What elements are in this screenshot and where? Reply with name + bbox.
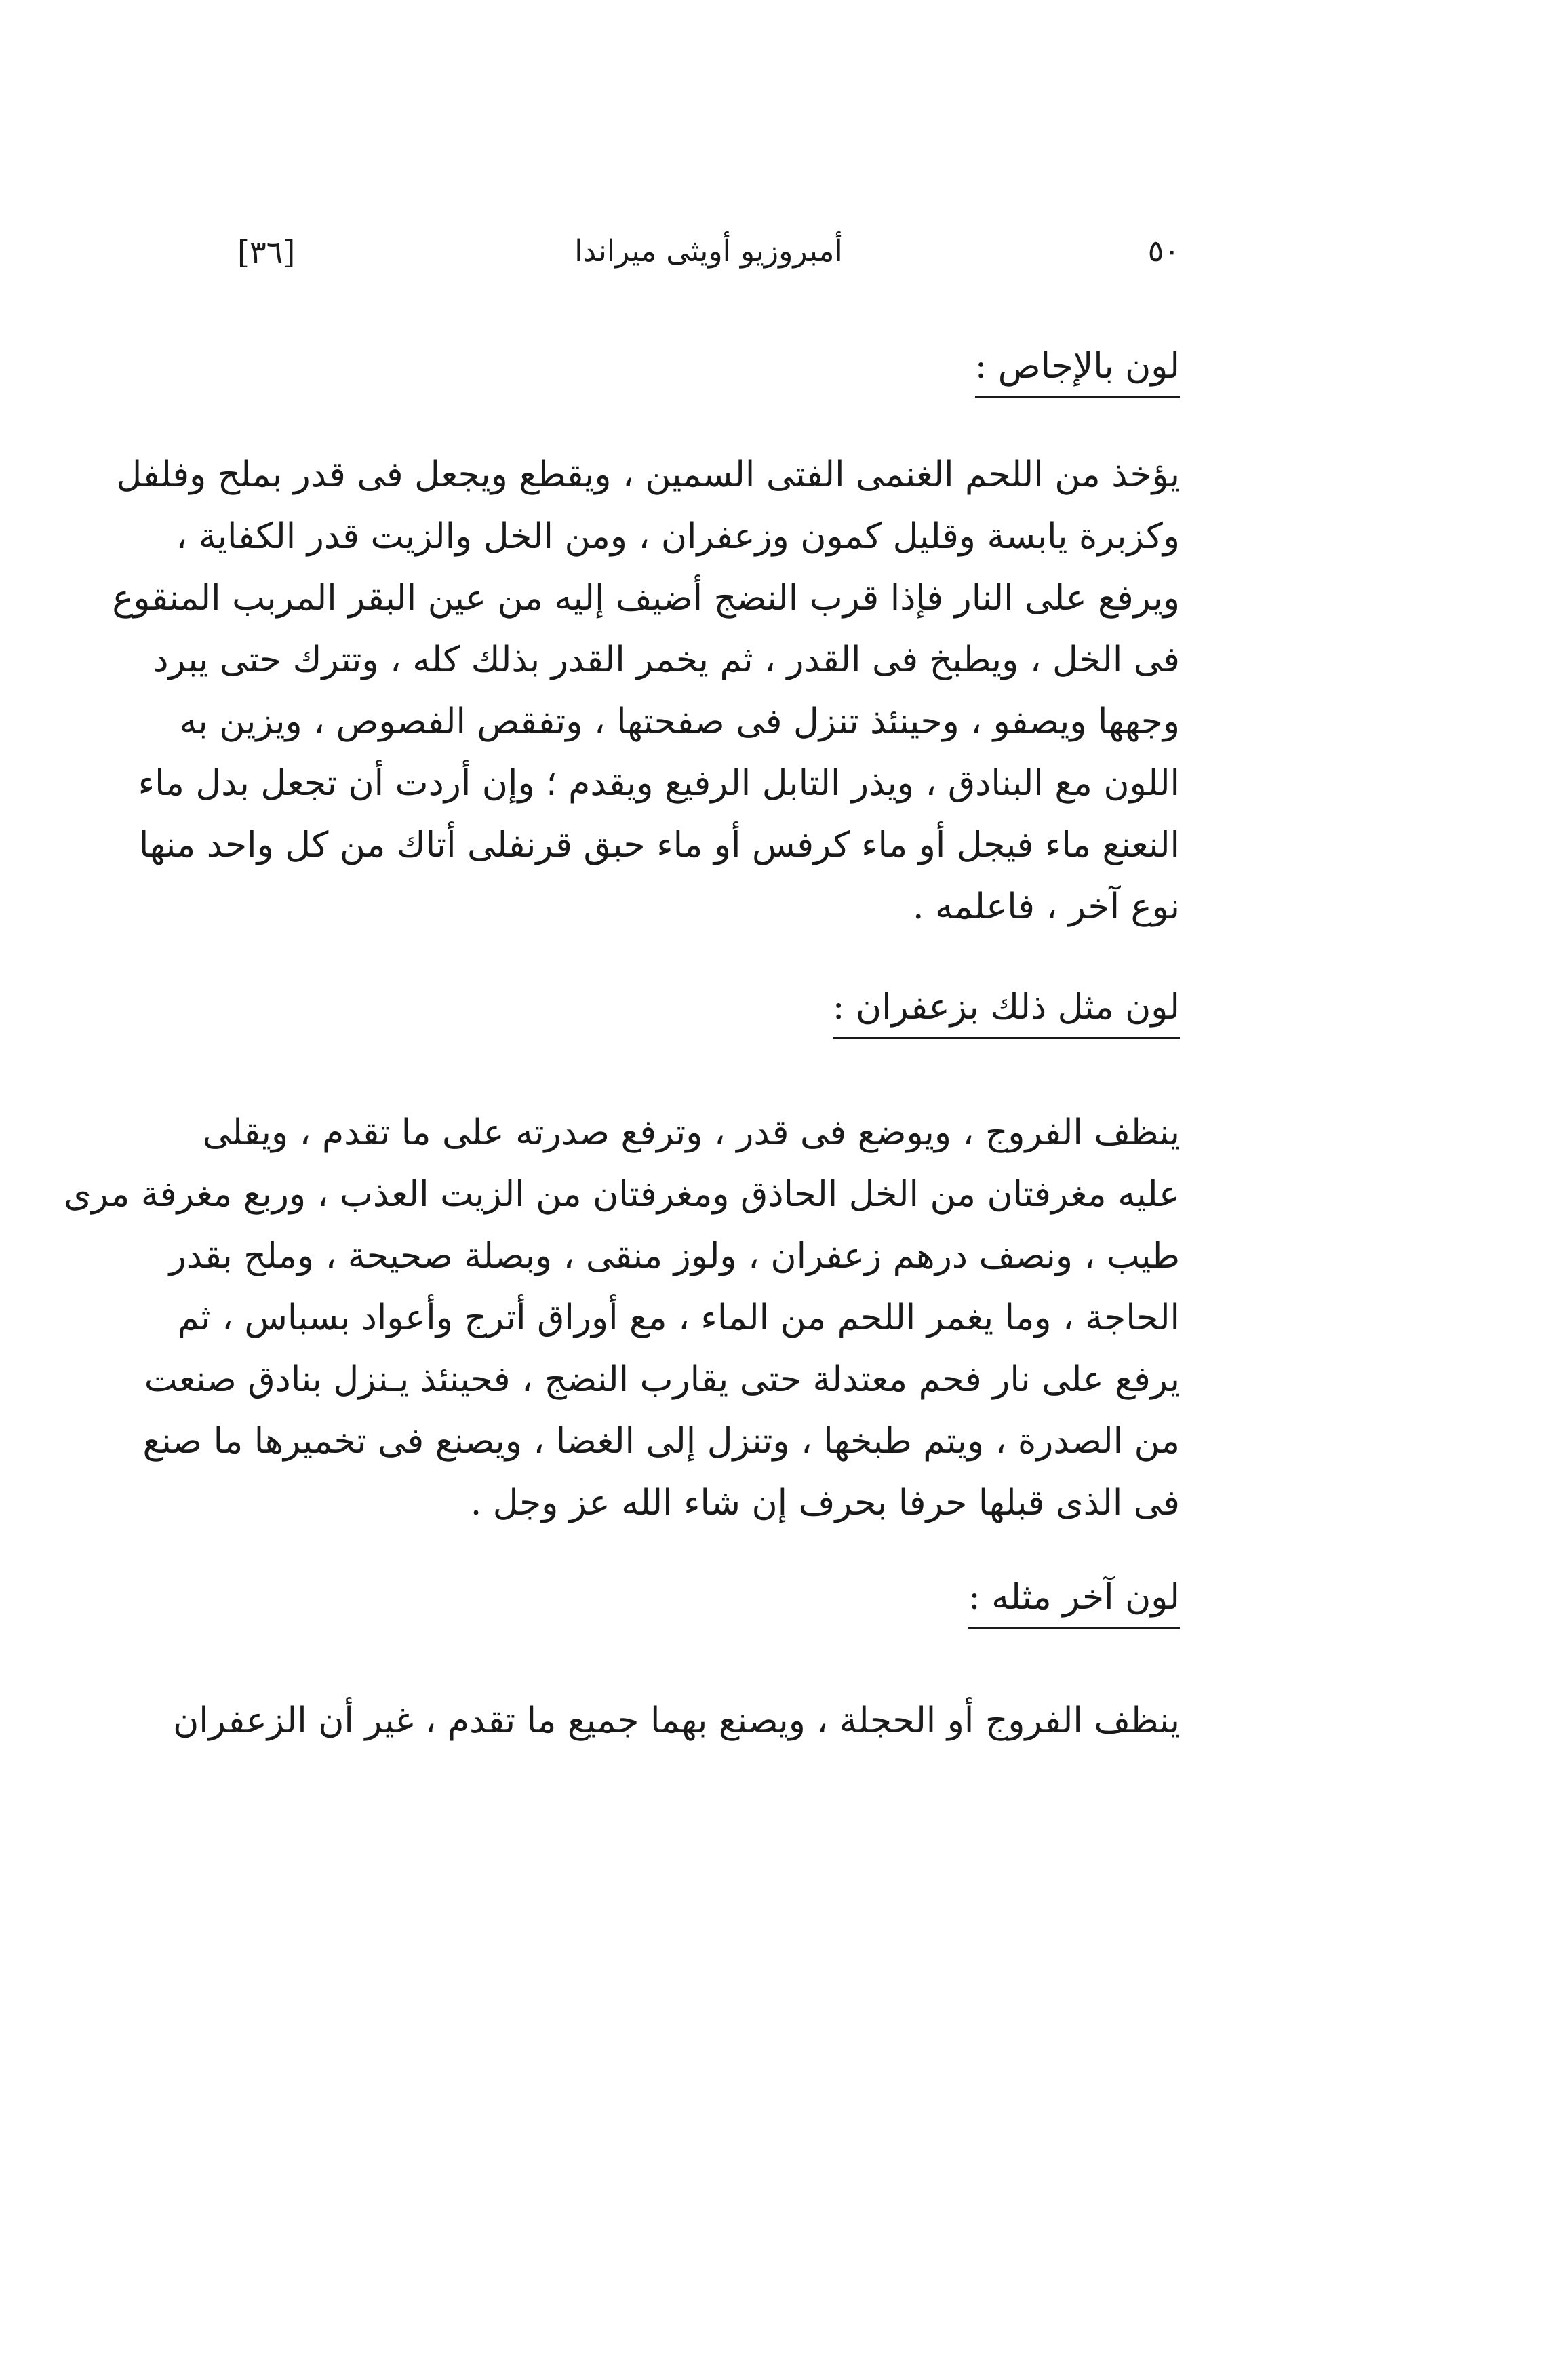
text-line: فى الذى قبلها حرفا بحرف إن شاء الله عز وجل . xyxy=(470,1483,1180,1523)
section-heading-2: لون مثل ذلك بزعفران : xyxy=(833,987,1180,1039)
text-line: ينظف الفروج ، ويوضع فى قدر ، وترفع صدرته على ما تقدم ، ويقلى xyxy=(202,1112,1180,1153)
paragraph xyxy=(64,1102,1180,1534)
page-number: ٥٠ xyxy=(1147,234,1180,269)
section-heading-1: لون بالإجاص : xyxy=(975,346,1180,398)
section-body-2 xyxy=(64,1102,1180,1534)
paragraph xyxy=(112,444,1180,938)
running-title: أمبروزيو أويثى ميراندا xyxy=(574,234,843,269)
bracketed-page-number: [٣٦] xyxy=(237,234,296,271)
text-line: وكزبرة يابسة وقليل كمون وزعفران ، ومن الخل والزيت قدر الكفاية ، xyxy=(176,516,1180,557)
text-line: طيب ، ونصف درهم زعفران ، ولوز منقى ، وبصلة صحيحة ، وملح بقدر xyxy=(169,1236,1180,1276)
text-line: الحاجة ، وما يغمر اللحم من الماء ، مع أوراق أترج وأعواد بسباس ، ثم xyxy=(177,1298,1180,1338)
section-body-1 xyxy=(112,444,1180,938)
text-line: فى الخل ، ويطبخ فى القدر ، ثم يخمر القدر بذلك كله ، وتترك حتى يبرد xyxy=(153,640,1180,680)
text-line: يؤخذ من اللحم الغنمى الفتى السمين ، ويقطع ويجعل فى قدر بملح وفلفل xyxy=(116,454,1180,495)
text-line: من الصدرة ، ويتم طبخها ، وتنزل إلى الغضا ، ويصنع فى تخميرها ما صنع xyxy=(142,1421,1180,1462)
paragraph xyxy=(173,1690,1180,1752)
text-line: نوع آخر ، فاعلمه . xyxy=(913,886,1180,927)
text-line: النعنع ماء فيجل أو ماء كرفس أو ماء حبق قرنفلى أتاك من كل واحد منها xyxy=(138,825,1180,865)
text-line: عليه مغرفتان من الخل الحاذق ومغرفتان من الزيت العذب ، وربع مغرفة مرى xyxy=(64,1174,1180,1215)
text-line: اللون مع البنادق ، ويذر التابل الرفيع ويقدم ؛ وإن أردت أن تجعل بدل ماء xyxy=(138,763,1180,804)
section-heading-3: لون آخر مثله : xyxy=(968,1577,1180,1629)
section-body-3 xyxy=(173,1690,1180,1752)
running-header xyxy=(237,234,1180,281)
text-line: يرفع على نار فحم معتدلة حتى يقارب النضج ، فحينئذ يـنزل بنادق صنعت xyxy=(144,1359,1180,1400)
text-line: ويرفع على النار فإذا قرب النضج أضيف إليه من عين البقر المربب المنقوع xyxy=(112,578,1180,619)
text-line: وجهها ويصفو ، وحينئذ تنزل فى صفحتها ، وتفقص الفصوص ، ويزين به xyxy=(179,701,1180,742)
text-line: ينظف الفروج أو الحجلة ، ويصنع بهما جميع ما تقدم ، غير أن الزعفران xyxy=(173,1700,1180,1741)
